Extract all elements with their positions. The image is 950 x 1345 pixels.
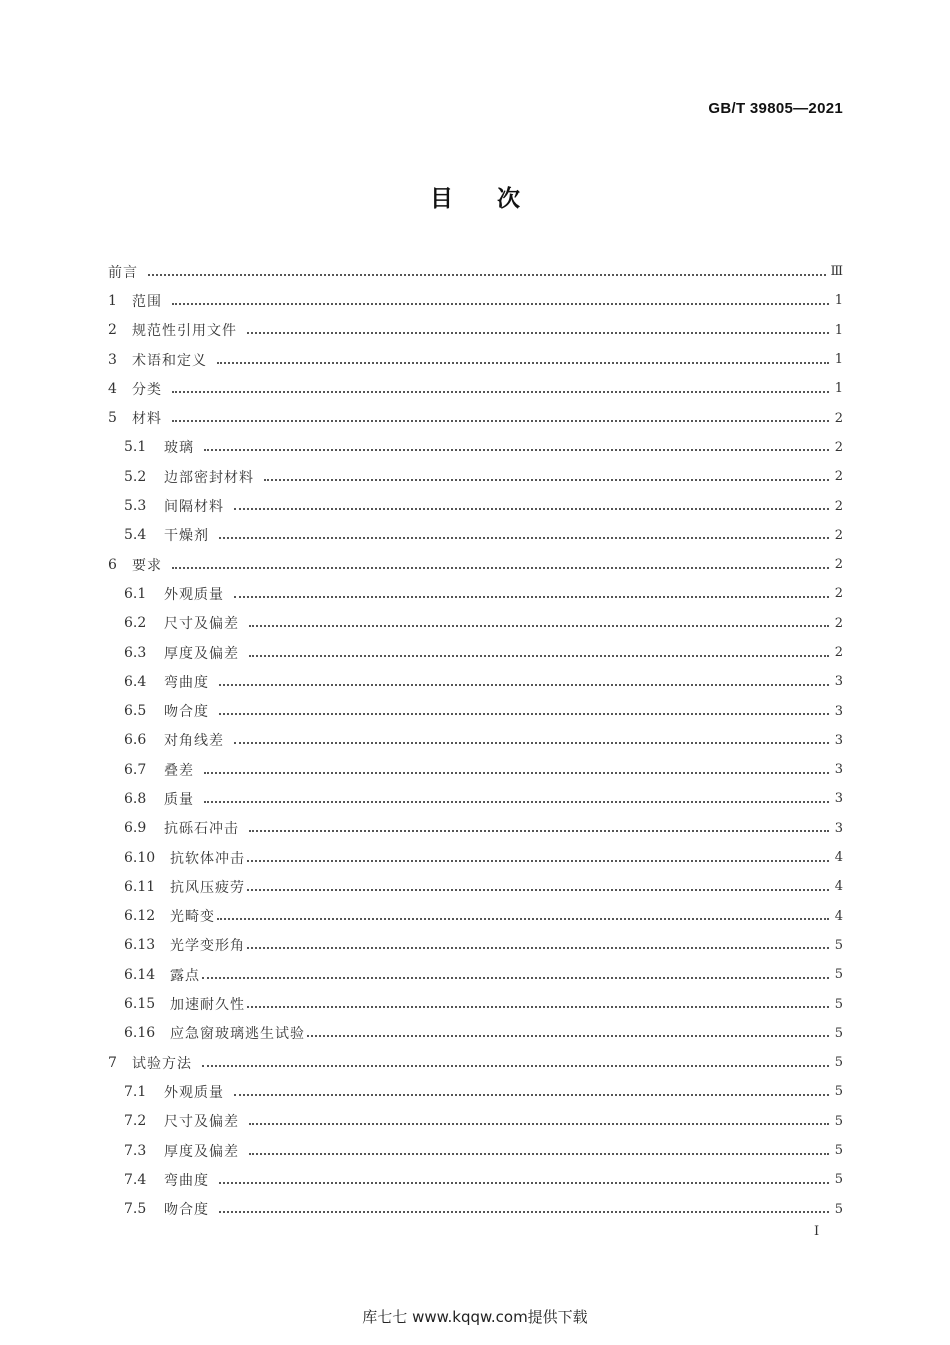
toc-entry[interactable] [108, 872, 843, 901]
toc-entry-label: 要求 [132, 557, 162, 574]
toc-entry-label: 弯曲度 [164, 1172, 209, 1189]
toc-entry-page: 5 [834, 1143, 843, 1159]
toc-entry-number: 6.3 [124, 644, 147, 661]
page-title: 目次 [430, 186, 564, 212]
toc-dot-leader [247, 887, 829, 891]
toc-entry-number: 5.4 [124, 527, 147, 544]
toc-dot-leader [247, 945, 829, 949]
toc-entry-label: 玻璃 [164, 440, 194, 457]
toc-entry-number: 6.6 [124, 732, 147, 749]
toc-entry[interactable] [108, 579, 843, 608]
toc-entry-label: 分类 [132, 381, 162, 398]
toc-entry[interactable] [108, 1136, 843, 1165]
toc-entry-page: 1 [834, 293, 843, 309]
toc-dot-leader [172, 565, 829, 569]
toc-entry-number: 6.5 [124, 703, 147, 720]
toc-entry-label: 尺寸及偏差 [164, 1114, 239, 1131]
toc-entry[interactable] [108, 550, 843, 579]
toc-dot-leader [219, 711, 829, 715]
toc-entry-page: 2 [834, 557, 843, 573]
toc-entry[interactable] [108, 1165, 843, 1194]
toc-entry-label: 规范性引用文件 [132, 323, 237, 340]
toc-entry-number: 7.3 [124, 1142, 147, 1159]
toc-dot-leader [249, 828, 829, 832]
toc-entry-label: 厚度及偏差 [164, 1143, 239, 1160]
toc-entry-label: 尺寸及偏差 [164, 616, 239, 633]
toc-entry[interactable] [108, 521, 843, 550]
toc-entry-number: 5.2 [124, 468, 147, 485]
toc-entry[interactable] [108, 814, 843, 843]
page-number: I [814, 1224, 820, 1239]
toc-entry-label: 术语和定义 [132, 352, 207, 369]
toc-dot-leader [204, 799, 829, 803]
toc-dot-leader [247, 1004, 829, 1008]
toc-dot-leader [172, 301, 829, 305]
toc-entry-label: 抗砾石冲击 [164, 821, 239, 838]
toc-entry-page: 2 [834, 615, 843, 631]
toc-entry-number: 5.1 [124, 439, 147, 456]
toc-dot-leader [249, 653, 829, 657]
toc-entry-number: 7.2 [124, 1113, 147, 1130]
toc-entry[interactable] [108, 960, 843, 989]
toc-entry[interactable] [108, 784, 843, 813]
toc-entry[interactable] [108, 316, 843, 345]
toc-entry-number: 6.13 [124, 937, 156, 954]
toc-dot-leader [217, 916, 829, 920]
toc-entry-number: 6 [108, 556, 117, 573]
toc-entry-page: 5 [834, 1055, 843, 1071]
toc-entry-number: 6.10 [124, 849, 156, 866]
toc-entry-page: 2 [834, 498, 843, 514]
toc-entry[interactable] [108, 1048, 843, 1077]
toc-entry-label: 弯曲度 [164, 674, 209, 691]
toc-entry[interactable] [108, 374, 843, 403]
toc-entry-number: 6.11 [124, 878, 156, 895]
toc-entry-label: 间隔材料 [164, 499, 224, 516]
toc-entry[interactable] [108, 755, 843, 784]
toc-dot-leader [219, 1209, 829, 1213]
toc-entry-number: 6.12 [124, 908, 156, 925]
toc-entry[interactable] [108, 403, 843, 432]
toc-entry-number: 7 [108, 1054, 117, 1071]
toc-entry[interactable] [108, 726, 843, 755]
standard-code: GB/T 39805—2021 [708, 100, 843, 117]
toc-entry[interactable] [108, 1107, 843, 1136]
toc-entry-number: 6.9 [124, 820, 147, 837]
toc-entry-page: 3 [834, 791, 843, 807]
toc-dot-leader [204, 447, 829, 451]
toc-entry-number: 3 [108, 351, 117, 368]
toc-entry[interactable] [108, 1019, 843, 1048]
toc-entry-number: 6.4 [124, 673, 147, 690]
toc-entry-number: 7.5 [124, 1201, 147, 1218]
toc-entry[interactable] [108, 638, 843, 667]
toc-entry-page: 3 [834, 674, 843, 690]
toc-dot-leader [219, 535, 829, 539]
toc-entry-label: 外观质量 [164, 586, 224, 603]
toc-dot-leader [219, 1180, 829, 1184]
toc-entry-label: 前言 [108, 264, 138, 281]
toc-entry-label: 边部密封材料 [164, 469, 254, 486]
toc-entry-number: 6.2 [124, 615, 147, 632]
toc-entry-page: 5 [834, 967, 843, 983]
toc-entry[interactable] [108, 989, 843, 1018]
toc-entry[interactable] [108, 1195, 843, 1224]
toc-entry-page: 1 [834, 322, 843, 338]
table-of-contents [108, 257, 843, 1224]
toc-entry-number: 6.14 [124, 966, 156, 983]
toc-entry-label: 抗风压疲劳 [170, 879, 245, 896]
toc-entry[interactable] [108, 667, 843, 696]
toc-dot-leader [217, 360, 829, 364]
toc-dot-leader [234, 506, 829, 510]
toc-dot-leader [307, 1033, 829, 1037]
toc-dot-leader [247, 858, 829, 862]
toc-entry-number: 7.4 [124, 1171, 147, 1188]
toc-entry[interactable] [108, 345, 843, 374]
toc-dot-leader [204, 770, 829, 774]
toc-entry[interactable] [108, 902, 843, 931]
toc-entry-page: 3 [834, 762, 843, 778]
toc-entry-page: 5 [834, 937, 843, 953]
toc-entry-label: 范围 [132, 293, 162, 310]
toc-entry[interactable] [108, 491, 843, 520]
toc-dot-leader [172, 389, 829, 393]
toc-entry-label: 露点 [170, 967, 200, 984]
toc-entry-label: 叠差 [164, 762, 194, 779]
toc-dot-leader [249, 1121, 829, 1125]
toc-entry-label: 材料 [132, 411, 162, 428]
toc-entry-label: 对角线差 [164, 733, 224, 750]
toc-entry[interactable] [108, 609, 843, 638]
toc-entry-number: 6.1 [124, 585, 147, 602]
toc-entry-number: 1 [108, 292, 117, 309]
toc-entry-page: 2 [834, 527, 843, 543]
toc-entry-page: 5 [834, 1084, 843, 1100]
toc-entry-page: 5 [834, 1201, 843, 1217]
toc-entry[interactable] [108, 286, 843, 315]
toc-entry-number: 7.1 [124, 1083, 147, 1100]
toc-entry-page: 2 [834, 410, 843, 426]
toc-entry-label: 抗软体冲击 [170, 850, 245, 867]
toc-entry[interactable] [108, 433, 843, 462]
toc-entry[interactable] [108, 1077, 843, 1106]
toc-entry-page: 2 [834, 645, 843, 660]
toc-dot-leader [234, 1092, 829, 1096]
download-watermark: 库七七 www.kqqw.com提供下载 [362, 1308, 588, 1326]
toc-entry-page: 2 [834, 439, 843, 455]
toc-entry-label: 厚度及偏差 [164, 645, 239, 662]
toc-entry-label: 应急窗玻璃逃生试验 [170, 1026, 305, 1043]
toc-entry-page: 3 [834, 732, 843, 748]
toc-entry-page: 5 [834, 1113, 843, 1129]
toc-entry-label: 光学变形角 [170, 938, 245, 955]
toc-dot-leader [247, 330, 829, 334]
toc-entry-page: Ⅲ [830, 264, 843, 280]
toc-entry-label: 加速耐久性 [170, 997, 245, 1014]
toc-entry-page: 3 [834, 820, 843, 836]
toc-dot-leader [234, 740, 829, 744]
toc-entry-number: 6.7 [124, 761, 147, 778]
toc-dot-leader [172, 418, 829, 422]
toc-entry-label: 吻合度 [164, 704, 209, 721]
toc-entry-page: 1 [834, 352, 843, 368]
toc-entry-page: 2 [834, 586, 843, 602]
toc-dot-leader [234, 594, 829, 598]
toc-entry-number: 5.3 [124, 498, 147, 515]
toc-dot-leader [219, 682, 829, 686]
toc-dot-leader [249, 623, 829, 627]
toc-dot-leader [148, 272, 826, 276]
toc-entry-page: 4 [834, 908, 843, 924]
toc-entry-page: 4 [834, 850, 843, 866]
toc-entry[interactable] [108, 931, 843, 960]
toc-entry-number: 2 [108, 322, 117, 339]
toc-dot-leader [264, 477, 829, 481]
toc-entry-page: 5 [834, 1025, 843, 1041]
toc-entry[interactable] [108, 843, 843, 872]
toc-dot-leader [202, 975, 829, 979]
toc-entry-label: 吻合度 [164, 1202, 209, 1219]
toc-entry-page: 5 [834, 996, 843, 1012]
toc-entry-page: 2 [834, 469, 843, 485]
toc-entry-label: 外观质量 [164, 1084, 224, 1101]
toc-entry[interactable] [108, 696, 843, 725]
toc-entry-page: 4 [834, 879, 843, 895]
toc-entry-label: 干燥剂 [164, 528, 209, 545]
toc-entry-label: 光畸变 [170, 909, 215, 926]
toc-entry-page: 1 [834, 381, 843, 397]
toc-entry-label: 质量 [164, 791, 194, 808]
toc-entry-page: 5 [834, 1172, 843, 1188]
toc-entry[interactable] [108, 462, 843, 491]
toc-entry-label: 试验方法 [132, 1055, 192, 1072]
toc-entry[interactable] [108, 257, 843, 286]
toc-entry-number: 6.15 [124, 996, 156, 1013]
toc-entry-page: 3 [834, 703, 843, 719]
toc-entry-number: 5 [108, 410, 117, 427]
toc-entry-number: 4 [108, 380, 117, 397]
toc-entry-number: 6.8 [124, 790, 147, 807]
toc-dot-leader [202, 1063, 829, 1067]
toc-dot-leader [249, 1151, 829, 1155]
toc-entry-number: 6.16 [124, 1025, 156, 1042]
